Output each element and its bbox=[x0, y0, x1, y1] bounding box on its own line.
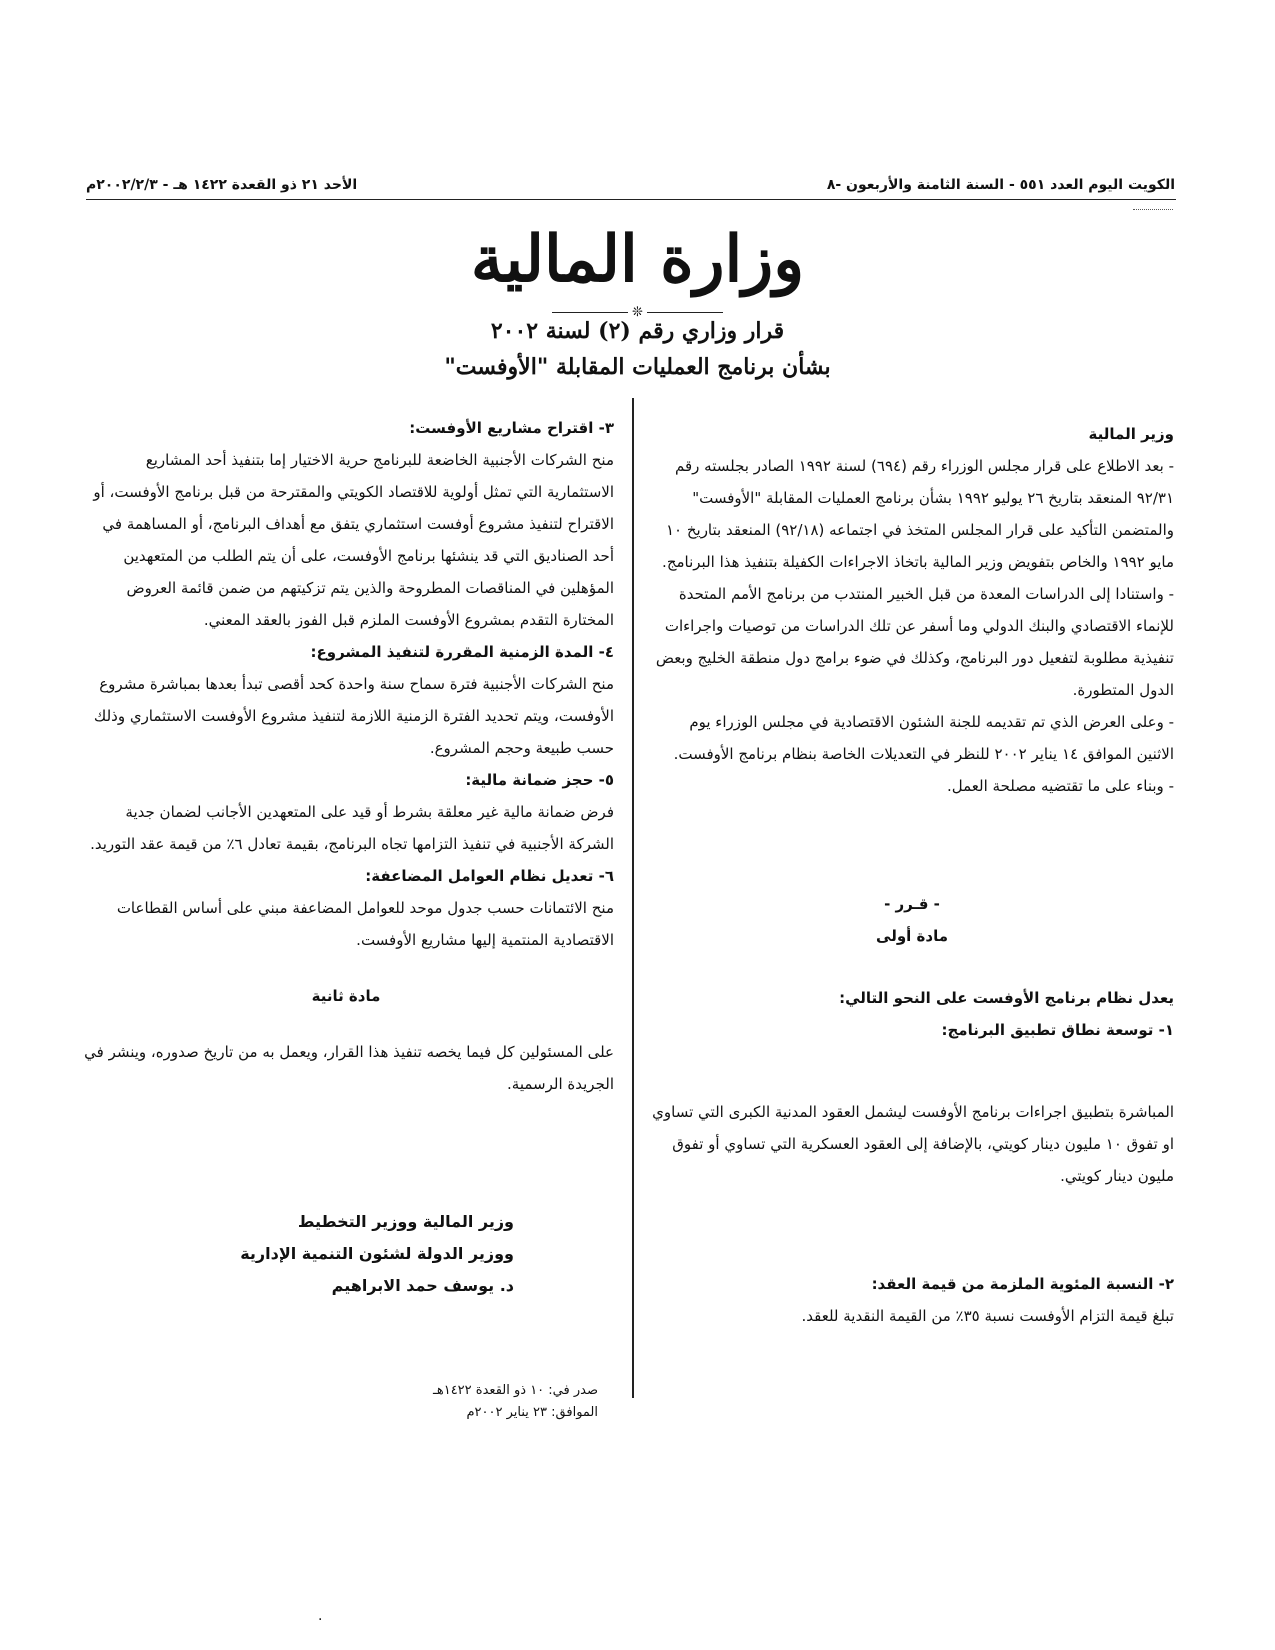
article-1-title: مادة أولى bbox=[876, 927, 948, 945]
footer-mark: . bbox=[318, 1608, 323, 1624]
ornament-line-left bbox=[552, 312, 628, 313]
item-1-text: المباشرة بتطبيق اجراءات برنامج الأوفست ليشمل العقود المدنية الكبرى التي تساوي او تفوق ١٠ مليون دينار كويتي، بالإضافة إلى العقود العسكرية التي تساوي أو تفوق مليون دينار كويتي. bbox=[652, 1103, 1174, 1185]
ornament-line-right bbox=[647, 312, 723, 313]
item-4-text: منح الشركات الأجنبية فترة سماح سنة واحدة كحد أقصى تبدأ بعدها بمباشرة مشروع الأوفست، ويتم تحديد الفترة الزمنية اللازمة لتنفيذ مشروع الأوفست الاستثماري وذلك حسب طبيعة وحجم المشروع. bbox=[93, 675, 614, 757]
article-1-intro: يعدل نظام برنامج الأوفست على النحو التالي: bbox=[839, 989, 1174, 1007]
item-6-heading: ٦- تعديل نظام العوامل المضاعفة: bbox=[365, 867, 614, 885]
item-1-heading: ١- توسعة نطاق تطبيق البرنامج: bbox=[941, 1021, 1174, 1039]
signature-line-3: د. يوسف حمد الابراهيم bbox=[331, 1276, 514, 1295]
signature-line-2: ووزير الدولة لشئون التنمية الإدارية bbox=[240, 1244, 514, 1263]
star-ornament-icon: ❊ bbox=[632, 305, 643, 320]
column-divider bbox=[632, 398, 634, 1398]
item-2-text: تبلغ قيمة التزام الأوفست نسبة ٣٥٪ من القيمة النقدية للعقد. bbox=[801, 1307, 1174, 1325]
issued-date: صدر في: ١٠ ذو القعدة ١٤٢٢هـ bbox=[433, 1383, 598, 1398]
header-issue-info: الكويت اليوم العدد ٥٥١ - السنة الثامنة والأربعون -٨ bbox=[826, 177, 1175, 193]
header-dotted-rule bbox=[1133, 209, 1173, 210]
item-4-heading: ٤- المدة الزمنية المقررة لتنفيذ المشروع: bbox=[310, 643, 614, 661]
corresponding-date: الموافق: ٢٣ يناير ٢٠٠٢م bbox=[466, 1405, 598, 1420]
article-2-title: مادة ثانية bbox=[311, 987, 381, 1005]
header-date: الأحد ٢١ ذو القعدة ١٤٢٢ هـ - ٢٠٠٢/٢/٣م bbox=[86, 177, 358, 193]
left-column bbox=[78, 412, 614, 1100]
item-5-text: فرض ضمانة مالية غير معلقة بشرط أو قيد على المتعهدين الأجانب لضمان جدية الشركة الأجنبية في تنفيذ التزامها تجاه البرنامج، بقيمة تعادل ٦٪ من قيمة عقد التوريد. bbox=[90, 803, 614, 853]
signature-line-1: وزير المالية ووزير التخطيط bbox=[297, 1212, 514, 1231]
item-3-heading: ٣- اقتراح مشاريع الأوفست: bbox=[409, 419, 614, 437]
ministry-title: وزارة المالية bbox=[470, 222, 805, 297]
minister-heading: وزير المالية bbox=[1088, 425, 1174, 443]
item-2-heading: ٢- النسبة المئوية الملزمة من قيمة العقد: bbox=[871, 1275, 1174, 1293]
decision-subject: بشأن برنامج العمليات المقابلة "الأوفست" bbox=[444, 354, 831, 380]
item-6-text: منح الائتمانات حسب جدول موحد للعوامل المضاعفة مبني على أساس القطاعات الاقتصادية المنتمية إليها مشاريع الأوفست. bbox=[116, 899, 614, 949]
preamble-paragraph-4: - وبناء على ما تقتضيه مصلحة العمل. bbox=[947, 777, 1174, 795]
preamble-paragraph-1: - بعد الاطلاع على قرار مجلس الوزراء رقم (٦٩٤) لسنة ١٩٩٢ الصادر بجلسته رقم ٩٢/٣١ المنعقد بتاريخ ٢٦ يوليو ١٩٩٢ بشأن برنامج العمليات المقابلة "الأوفست" والمتضمن التأكيد على قرار المجلس المتخذ في اجتماعه (٩٢/١٨) المنعقد بتاريخ ١٠ مايو ١٩٩٢ والخاص بتفويض وزير المالية باتخاذ الاجراءات الكفيلة بتنفيذ هذا البرنامج. bbox=[662, 457, 1174, 571]
article-2-text: على المسئولين كل فيما يخصه تنفيذ هذا القرار، ويعمل به من تاريخ صدوره، وينشر في الجريدة الرسمية. bbox=[84, 1043, 614, 1093]
signature-block bbox=[80, 1206, 514, 1302]
header-rule bbox=[86, 199, 1176, 200]
right-column bbox=[650, 418, 1174, 1332]
preamble-paragraph-2: - واستنادا إلى الدراسات المعدة من قبل الخبير المنتدب من برنامج الأمم المتحدة للإنماء الاقتصادي والبنك الدولي وما أسفر عن تلك الدراسات من توصيات واجراءات تنفيذية مطلوبة لتفعيل دور البرنامج، وكذلك في ضوء برامج دول منطقة الخليج وبعض الدول المتطورة. bbox=[655, 585, 1174, 699]
decides-heading: - قـرر - bbox=[884, 895, 940, 913]
preamble-paragraph-3: - وعلى العرض الذي تم تقديمه للجنة الشئون الاقتصادية في مجلس الوزراء يوم الاثنين الموافق ١٤ يناير ٢٠٠٢ للنظر في التعديلات الخاصة بنظام برنامج الأوفست. bbox=[673, 713, 1174, 763]
issue-date-block bbox=[372, 1380, 598, 1424]
item-3-text: منح الشركات الأجنبية الخاضعة للبرنامج حرية الاختيار إما بتنفيذ أحد المشاريع الاستثمارية التي تمثل أولوية للاقتصاد الكويتي والمقترحة من قبل برنامج الأوفست، أو الاقتراح لتنفيذ مشروع أوفست استثماري يتفق مع أهداف البرنامج، أو المساهمة في أحد الصناديق التي قد ينشئها برنامج الأوفست، على أن يتم الطلب من المتعهدين المؤهلين في المناقصات المطروحة والذين يتم تزكيتهم من ضمن قائمة العروض المختارة التقدم بمشروع الأوفست الملزم قبل الفوز بالعقد المعني. bbox=[93, 451, 614, 629]
item-5-heading: ٥- حجز ضمانة مالية: bbox=[465, 771, 614, 789]
decision-title: قرار وزاري رقم (٢) لسنة ٢٠٠٢ bbox=[490, 318, 785, 344]
